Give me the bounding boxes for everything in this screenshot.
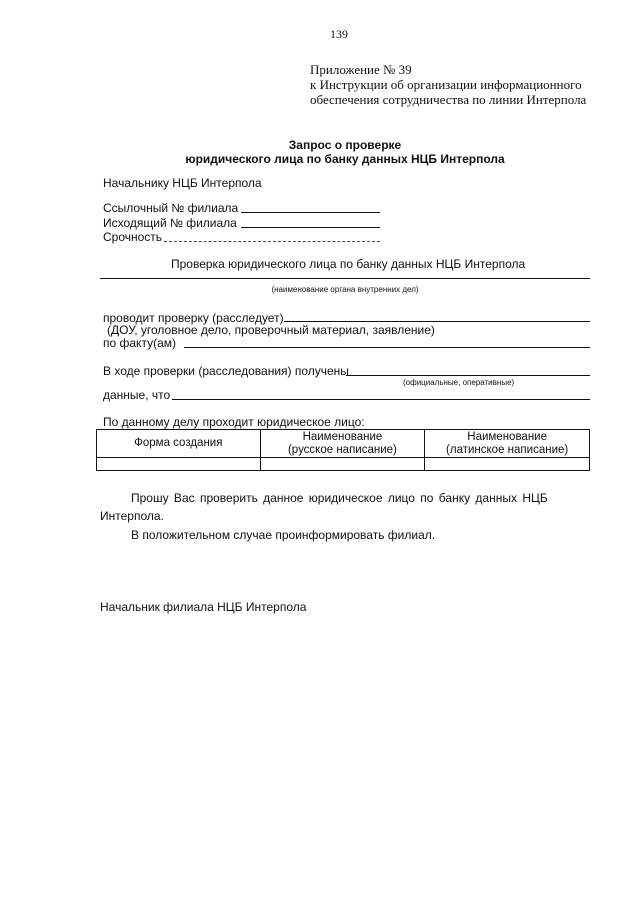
ref-number-field[interactable]	[241, 212, 380, 213]
check-types-caption: (ДОУ, уголовное дело, проверочный материал, заявление)	[107, 323, 435, 337]
data-label: данные, что	[103, 388, 171, 402]
conducts-check-label: проводит проверку (расследует)	[103, 311, 284, 325]
outgoing-number-field[interactable]	[241, 227, 380, 228]
outgoing-number-label: Исходящий № филиала	[103, 216, 237, 230]
obtained-label: В ходе проверки (расследования) получены	[103, 364, 349, 378]
document-heading-line-2: юридического лица по банку данных НЦБ Интерпола	[185, 152, 505, 166]
appendix-line-2: обеспечения сотрудничества по линии Интерпола	[310, 92, 587, 107]
table-row	[97, 458, 590, 471]
legal-entity-table	[96, 429, 590, 471]
data-field[interactable]	[172, 399, 590, 400]
appendix-title: Приложение № 39	[310, 62, 412, 77]
subject-line: Проверка юридического лица по банку данных НЦБ Интерпола	[171, 257, 526, 271]
col-name-ru-header: Наименование (русское написание)	[260, 430, 425, 458]
urgency-field[interactable]	[164, 241, 380, 242]
request-line-3: В положительном случае проинформировать филиал.	[131, 528, 436, 542]
col-form-header: Форма создания	[97, 430, 261, 458]
organ-caption: (наименование органа внутренних дел)	[271, 285, 419, 294]
fact-field[interactable]	[184, 347, 590, 348]
fact-label: по факту(ам)	[103, 336, 176, 350]
conducts-check-field[interactable]	[284, 321, 590, 322]
ref-number-label: Ссылочный № филиала	[103, 201, 239, 215]
request-line-1: Прошу Вас проверить данное юридическое лицо по банку данных НЦБ	[131, 491, 548, 505]
name-ru-cell[interactable]	[260, 458, 425, 471]
col-name-lat-header: Наименование (латинское написание)	[425, 430, 590, 458]
name-lat-cell[interactable]	[425, 458, 590, 471]
urgency-label: Срочность	[103, 230, 163, 244]
form-cell[interactable]	[97, 458, 261, 471]
page-number: 139	[330, 27, 348, 41]
table-header-row	[97, 430, 590, 458]
signature-label: Начальник филиала НЦБ Интерпола	[100, 600, 307, 614]
obtained-caption: (официальные, оперативные)	[403, 378, 515, 387]
document-heading-line-1: Запрос о проверке	[288, 138, 402, 152]
organ-field[interactable]	[100, 278, 590, 279]
request-line-2: Интерпола.	[100, 509, 164, 523]
addressee: Начальнику НЦБ Интерпола	[103, 176, 262, 190]
appendix-line-1: к Инструкции об организации информационного	[310, 77, 582, 92]
table-intro: По данному делу проходит юридическое лицо:	[103, 415, 365, 429]
obtained-field[interactable]	[346, 375, 590, 376]
